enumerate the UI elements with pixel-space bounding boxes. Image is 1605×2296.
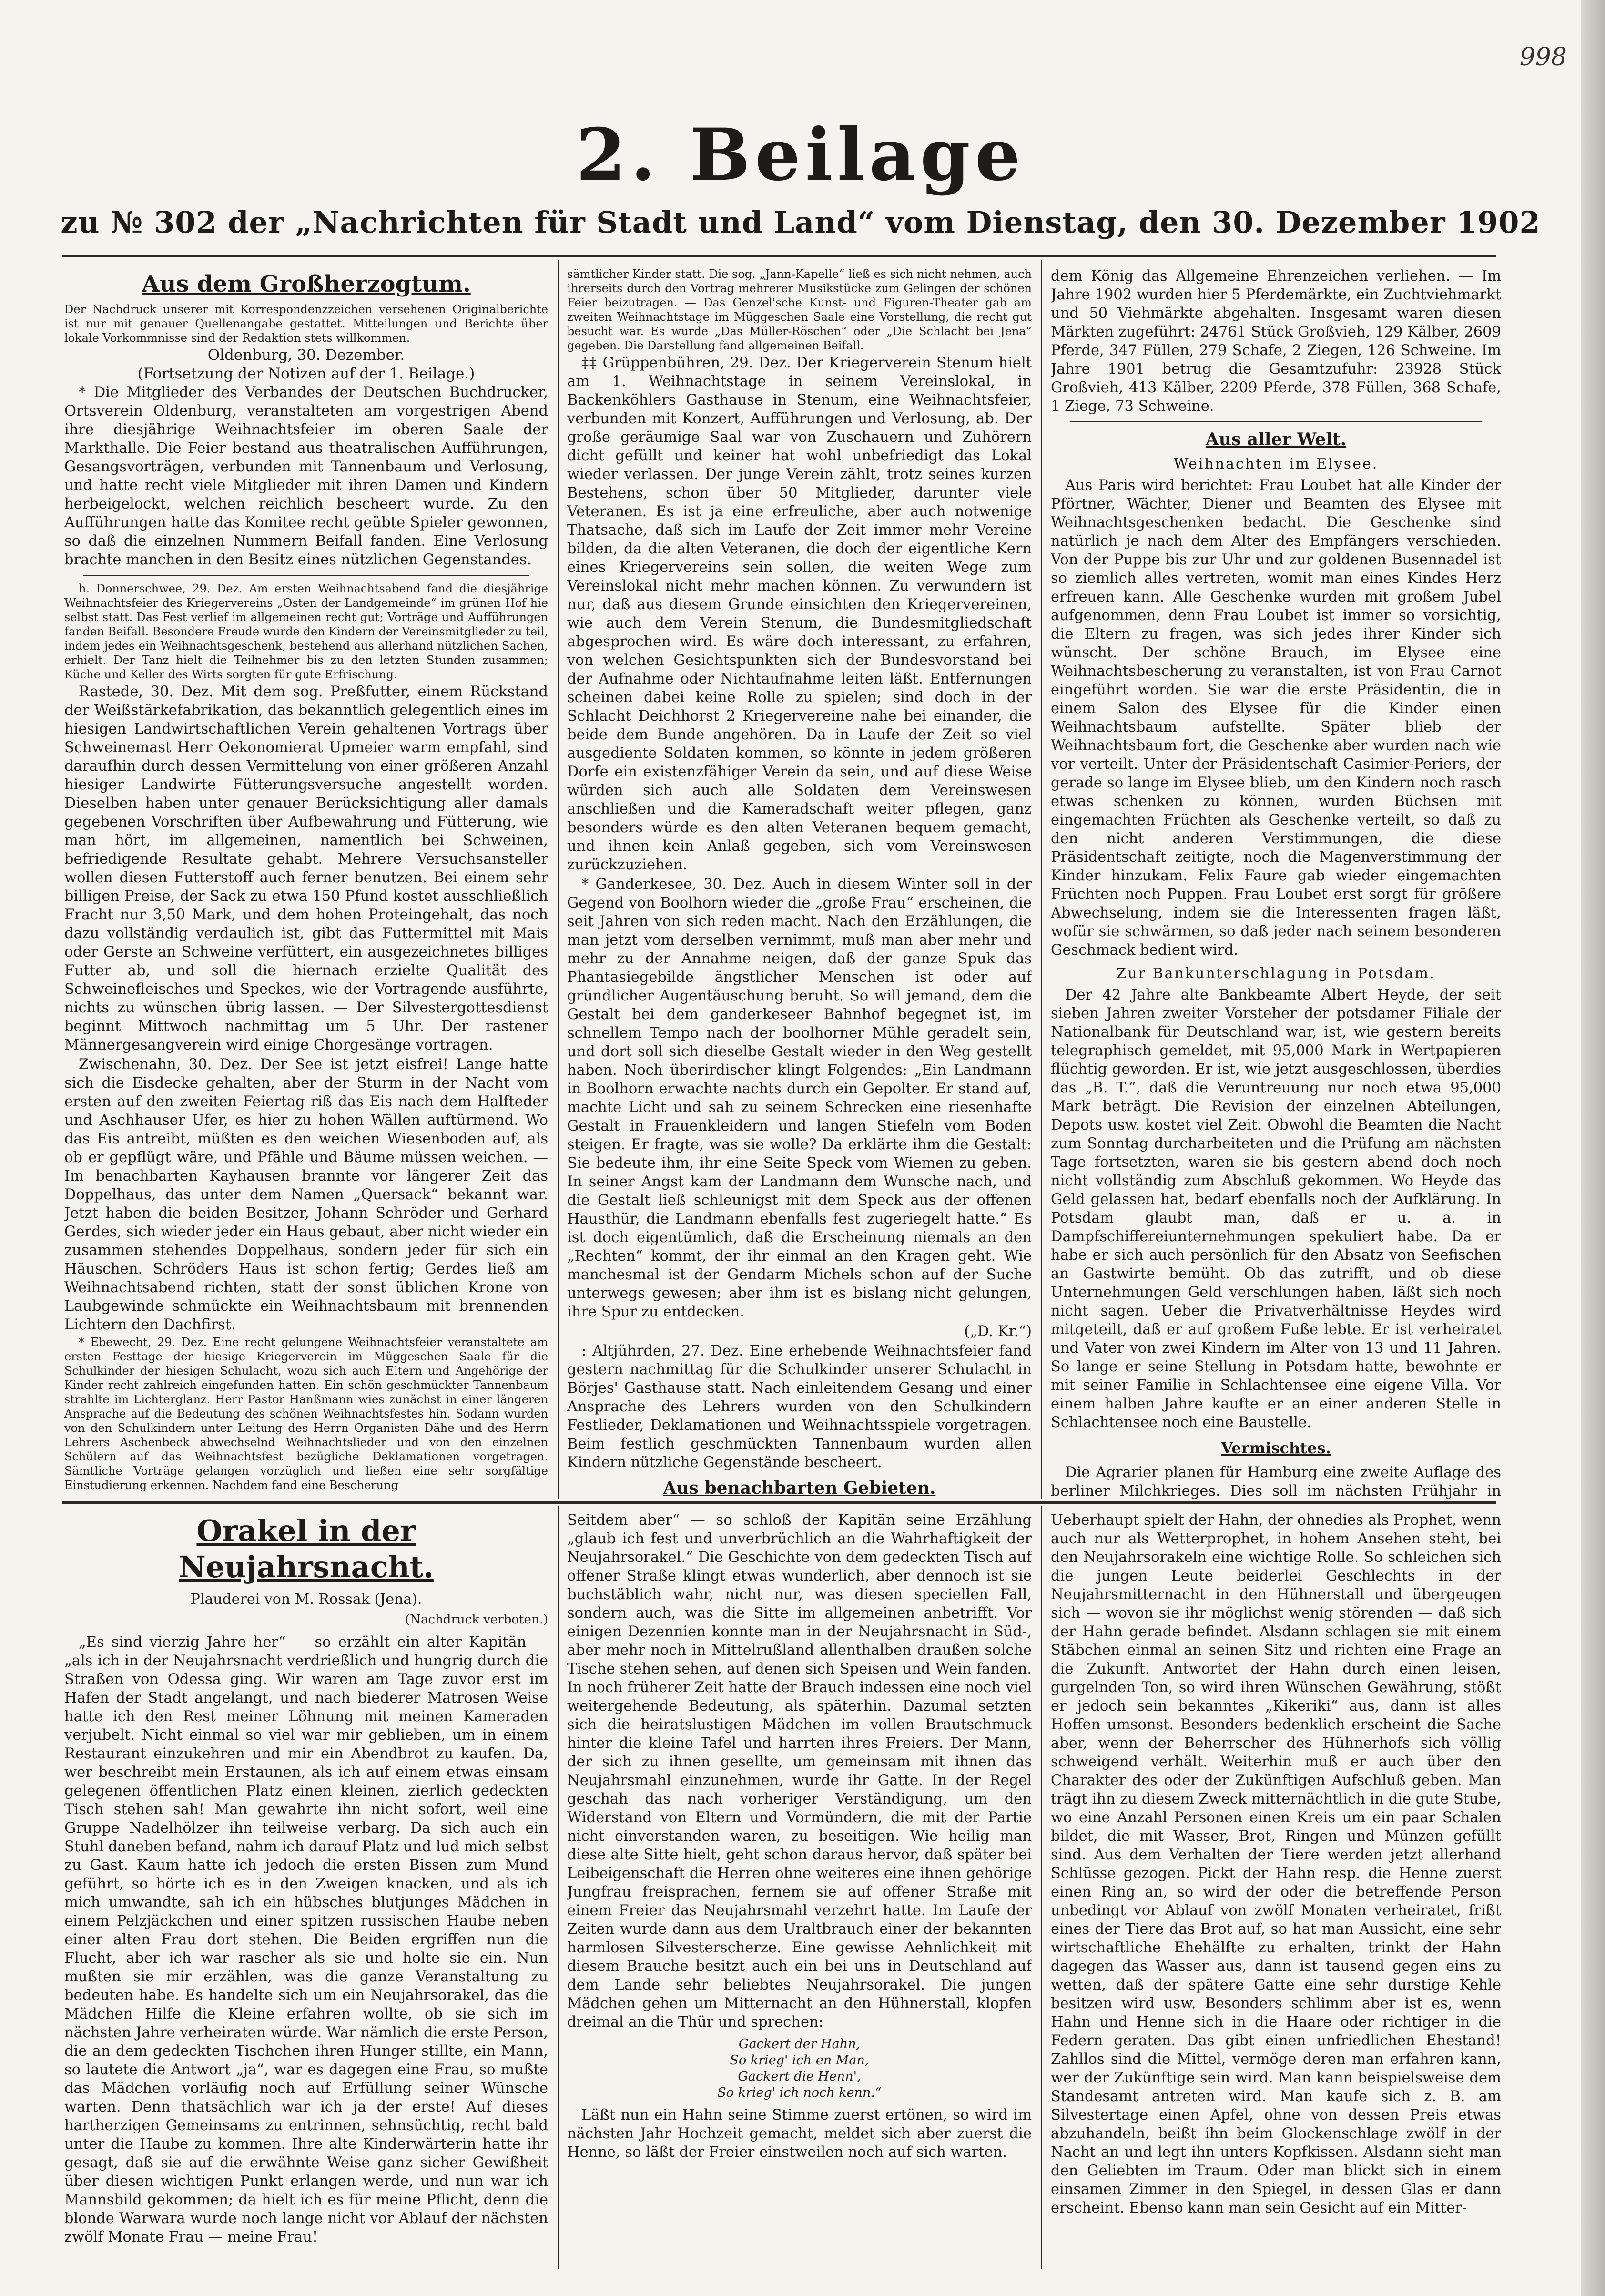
column-rule-3 — [558, 1506, 559, 2269]
reprint-notice: Der Nachdruck unserer mit Korrespondenzzeichen versehenen Originalberichte ist nur mit genauer Quellenangabe gestattet. Mitteilungen und Berichte über lokale Vorkommnisse sind der Redaktion stets willkommen. — [64, 303, 548, 345]
column-rule-1 — [558, 260, 559, 1499]
feuilleton-column-1 — [64, 1511, 548, 2264]
feuilleton-title: Orakel in der Neujahrsnacht. — [179, 1513, 434, 1584]
column-2 — [567, 267, 1032, 1499]
column-1 — [64, 267, 548, 1499]
article-paragraph: Rastede, 30. Dez. Mit dem sog. Preßfutter, einem Rückstand der Weißstärkefabrikation, das bekanntlich gelegentlich eines im hiesigen Landwirtschaftlichen Verein gehaltenen Vortrags über Schweinemast Herr Oekonomierat Upmeier warm empfahl, sind daraufhin durch dessen Vermittelung von einer größeren Anzahl hiesiger Landwirte Fütterungsversuche angestellt worden. Dieselben haben unter genauer Berücksichtigung aller damals gegebenen Vorschriften über Aufbewahrung und Fütterung, wie man hört, im allgemeinen, namentlich bei Schweinen, befriedigende Resultate gehabt. Mehrere Versuchsansteller wollen diesen Futterstoff auch ferner benutzen. Bei einem sehr billigen Preise, der Sack zu etwa 150 Pfund kostet ausschließlich Fracht nur 3,50 Mark, und dem hohen Proteingehalt, das noch dazu vollständig verdaulich ist, gibt das Futtermittel mit Mais oder Gerste an Schweine verfüttert, ein ausgezeichnetes billiges Futter ab, und soll die hiernach erzielte Qualität des Schweinefleisches und Speckes, wie der Vortragende ausführte, nichts zu wünschen übrig lassen. — Der Silvestergottesdienst beginnt Mittwoch nachmittag um 5 Uhr. Der rastener Männergesangverein wird einige Chorgesänge vortragen. — [64, 684, 548, 1053]
feuilleton-paragraph: Läßt nun ein Hahn seine Stimme zuerst ertönen, so wird im nächsten Jahr Hochzeit gemacht, meldet sich aber zuerst die Henne, so läßt der Freier einstweilen noch auf sich warten. — [567, 2107, 1032, 2161]
feuilleton-paragraph: Seitdem aber“ — so schloß der Kapitän seine Erzählung „glaub ich fest und unverbrüchlich an die Wahrhaftigkeit der Neujahrsorakel.“ Die Geschichte von dem gedeckten Tisch auf offener Straße klingt etwas wunderlich, aber dennoch ist sie buchstäblich wahr, nicht nur, was diesen speciellen Fall, sondern auch, was die Sitte im allgemeinen anbetrifft. Vor einigen Dezennien konnte man in der Neujahrsnacht in Süd-, aber mehr noch in Mittelrußland allenthalben draußen solche Tische stehen sehen, auf denen sich Speisen und Wein fanden. In noch früherer Zeit hatte der Brauch indessen eine noch viel weitergehende Bedeutung, als späterhin. Dazumal setzten sich die heiratslustigen Mädchen im vollen Brautschmuck hinter die kleine Tafel und harrten ihres Freiers. Der Mann, der sich zu ihnen gesellte, um gemeinsam mit ihnen das Neujahrsmahl einzunehmen, wurde ihr Gatte. In der Regel geschah das nach vorheriger Verständigung, um den Widerstand von Eltern und Vormündern, die mit der Partie nicht einverstanden waren, zu beseitigen. Wie heilig man diese alte Sitte hielt, geht schon daraus hervor, daß später bei Leibeigenschaft die Herren ohne weiteres eine ihnen gehörige Jungfrau freisprachen, fernem sie auf offener Straße mit einem Freier das Neujahrsmahl verzehrt hatte. Im Laufe der Zeiten wurde dann aus dem Uraltbrauch einer der bekannten harmlosen Silvesterscherze. Eine gewisse Aehnlichkeit mit diesem Brauche besitzt auch ein bei uns in Deutschland auf dem Lande sehr beliebtes Neujahrsorakel. Die jungen Mädchen gehen um Mitternacht an den Hühnerstall, klopfen dreimal an die Thür und sprechen: — [567, 1512, 1032, 2031]
column-rule-4 — [1041, 1506, 1042, 2269]
masthead-title: 2. Beilage — [576, 113, 1026, 197]
article-paragraph: Zwischenahn, 30. Dez. Der See ist jetzt eisfrei! Lange hatte sich die Eisdecke gehalten, aber der Sturm in der Nacht vom ersten auf den zweiten Feiertag riß das Eis nach dem Halfteder und Aschhauser Ufer, es hier zu hohen Wällen auftürmend. Wo das Eis antreibt, müßten es den weichen Wiesenboden auf, als ob er gepflügt wäre, und Pfähle und Bäume müssen weichen. — Im benachbarten Kayhausen brannte vor längerer Zeit das Doppelhaus, das unter dem Namen „Quersack“ bekannt war. Jetzt haben die beiden Besitzer, Johann Schröder und Gerhard Gerdes, sich wieder jeder ein Haus gebaut, aber nicht wieder ein zusammen stehendes Doppelhaus, sondern jeder für sich ein Häuschen. Schröders Haus ist schon fertig; Gerdes ließ am Weihnachtsabend richten, statt der sonst üblichen Krone von Laubgewinde schmückte ein Weihnachtsbaum mit brennenden Lichtern den Dachfirst. — [64, 1056, 548, 1333]
article-paragraph: * Ganderkesee, 30. Dez. Auch in diesem Winter soll in der Gegend von Boolhorn wieder die „große Frau“ erscheinen, die seit Jahren von sich reden macht. Nach den Erzählungen, die man jetzt vom derselben vernimmt, muß man aber mehr und mehr zu der Annahme neigen, daß der ganze Spuk das Phantasiegebilde ängstlicher Menschen ist oder auf gründlicher Augentäuschung beruht. So will jemand, dem die Gestalt bei dem ganderkeseer Bahnhof begegnet ist, im schnellem Tempo nach der boolhorner Mühle geradelt sein, und dort soll sich dieselbe Gestalt wieder in den Weg gestellt haben. Noch überirdischer klingt Folgendes: „Ein Landmann in Boolhorn erwachte nachts durch ein Gepolter. Er stand auf, machte Licht und sah zu seinem Schrecken eine riesenhafte Gestalt in Frauenkleidern und langen Stiefeln vom Boden steigen. Er fragte, was sie wolle? Da erklärte ihm die Gestalt: Sie bedeute ihm, ihr eine Seite Speck vom Wiemen zu geben. In seiner Angst kam der Landmann dem Wunsche nach, und die Gestalt ließ schleunigst mit dem Speck aus der offenen Hausthür, die Landmann ebenfalls fest zugeriegelt hatte.“ Es ist doch eigentümlich, daß die Erscheinung niemals an den „Rechten“ kommt, der ihr einmal an den Kragen geht. Wie manchesmal ist der Gendarm Michels schon auf der Suche unterwegs gewesen; aber ihm ist es bislang nicht gelungen, ihre Spur zu entdecken. — [567, 876, 1032, 1320]
article-paragraph: Die Agrarier planen für Hamburg eine zweite Auflage des berliner Milchkrieges. Dies soll im nächsten Frühjahr in — [1051, 1464, 1501, 1499]
section-title-welt: Aus aller Welt. — [1205, 429, 1347, 449]
verse: Gackert der Hahn, So krieg' ich en Man, Gackert die Henn', So krieg' ich noch kenn.“ — [717, 2037, 882, 2100]
masthead — [57, 114, 1544, 240]
feuilleton-byline: Plauderei von M. Rossak (Jena). — [190, 1591, 422, 1608]
column-rule-2 — [1041, 260, 1042, 1499]
article-paragraph: ‡‡ Grüppenbühren, 29. Dez. Der Kriegerverein Stenum hielt am 1. Weihnachtstage in seinem Vereinslokal, in Backenköhlers Gasthause in Stenum, eine Weihnachtsfeier, verbunden mit Konzert, Aufführungen und Verlosung, ab. Der große geräumige Saal war von Zuschauern und Zuhörern dicht gefüllt und keiner hat wohl unbefriedigt das Lokal wieder verlassen. Der junge Verein zählt, trotz seines kurzen Bestehens, schon über 50 Mitglieder, darunter viele Veteranen. Es ist ja eine erfreuliche, aber auch notwenige Thatsache, daß sich im Laufe der Zeit immer mehr Vereine bilden, da die alten Veteranen, die doch der eigentliche Kern eines Kriegervereins sein sollen, die weiten Wege zum Vereinslokal nicht mehr machen können. Zu verwundern ist nur, daß aus diesem Grunde einsichten den Kriegervereinen, wie auch dem Verein Stenum, die Bundesmitgliedschaft abgesprochen wird. Es wäre doch interessant, zu erfahren, von welchen Gesichtspunkten sich der Bundesvorstand bei der Aufnahme oder Nichtaufnahme leiten läßt. Entfernungen scheinen dabei keine Rolle zu spielen; sind doch in der Schlacht Deichhorst 2 Kriegervereine nahe bei einander, die beide dem Bunde angehören. Da in Laufe der Zeit so viel ausgediente Soldaten kommen, so könnte in jedem größeren Dorfe ein existenzfähiger Verein da sein, und auf diese Weise würden sich auch alle Soldaten dem Vereinswesen anschließen und die Kameradschaft weiter pflegen, ganz besonders würde es den alten Veteranen bequem gemacht, und ihnen kein Anlaß gegeben, sich vom Vereinswesen zurückzuziehen. — [567, 355, 1032, 873]
article-paragraph: dem König das Allgemeine Ehrenzeichen verliehen. — Im Jahre 1902 wurden hier 5 Pferdemärkte, ein Zuchtviehmarkt und 50 Viehmärkte abgehalten. Insgesamt waren diesen Märkten zugeführt: 24761 Stück Großvieh, 129 Kälber, 2609 Pferde, 347 Füllen, 279 Schafe, 2 Ziegen, 126 Schweine. Im Jahre 1901 betrug die Gesamtzufuhr: 23928 Stück Großvieh, 413 Kälber, 2209 Pferde, 378 Füllen, 368 Schafe, 1 Ziege, 73 Schweine. — [1051, 268, 1501, 415]
article-paragraph: Der 42 Jahre alte Bankbeamte Albert Heyde, der seit sieben Jahren zweiter Vorsteher der potsdamer Filiale der Nationalbank für Deutschland war, ist, wie gestern bereits telegraphisch gemeldet, mit 95,000 Mark in Wertpapieren flüchtig geworden. Er ist, wie jetzt ausgeschlossen, überdies das „B. T.“, daß die Veruntreuung nur noch etwa 95,000 Mark beträgt. Die Revision der einzelnen Abteilungen, Depots usw. kostet viel Zeit. Obwohl die Beamten die Nacht zum Sonntag durcharbeiteten und die Prüfung am nächsten Tage fortsetzten, waren sie bis gestern abend doch noch nicht vollständig zum Abschluß gekommen. Wo Heyde das Geld gelassen hat, bedarf ebenfalls noch der Aufklärung. In Potsdam glaubt man, daß er u. a. in Dampfschiffereiunternehmungen spekuliert habe. Da er habe er sich auch persönlich für den Absatz von Seefischen an Gastwirte bemüht. Ob das zutrifft, und ob diese Unternehmungen Geld verschlungen haben, läßt sich noch nicht sagen. Ueber die Privatverhältnisse Heydes wird mitgeteilt, daß er auf großem Fuße lebte. Er ist verheiratet und Vater von zwei Kindern im Alter von 13 und 11 Jahren. So lange er seine Stellung in Potsdam hatte, bewohnte er mit seiner Familie in Schlachtensee eine eigene Villa. Vor einem halben Jahre kaufte er an einer anderen Stelle in Schlachtensee noch eine Baustelle. — [1051, 987, 1501, 1431]
separator — [1070, 421, 1482, 422]
masthead-subtitle: zu № 302 der „Nachrichten für Stadt und Land“ vom Dienstag, den 30. Dezember 1902 — [61, 205, 1541, 240]
page-number: 998 — [1519, 43, 1567, 71]
top-rule — [62, 255, 1496, 257]
article-title-elysee: Weihnachten im Elysee. — [1173, 456, 1379, 472]
article-paragraph: : Altjührden, 27. Dez. Eine erhebende Weihnachtsfeier fand gestern nachmittag für die Schulkinder unserer Schulacht in Börjes' Gasthause statt. Nach einleitendem Gesang und einer Ansprache des Lehrers wurden von den Schulkindern Festlieder, Deklamationen und Weihnachtsspiele vorgetragen. Beim festlich geschmückten Tannenbaum wurden allen Kindern nützliche Gegenstände bescheert. — [567, 1343, 1032, 1471]
page-edge — [1581, 0, 1605, 2296]
feuilleton-paragraph: Ueberhaupt spielt der Hahn, der ohnedies als Prophet, wenn auch nur als Wetterprophet, in hohem Ansehen steht, bei den Neujahrsorakeln eine wichtige Rolle. So schleichen sich die jungen Leute beiderlei Geschlechts in der Neujahrsmitternacht in den Hühnerstall und übergeugen sich — wovon sie ihr möglichst wenig störenden — daß sich der Hahn gerade befindet. Alsdann schlagen sie mit einem Stäbchen einmal an seinen Sitz und richten eine Frage an die Zukunft. Antwortet der Hahn durch einen leisen, gurgelnden Ton, so wird ihren Wünschen Gewährung, stößt er jedoch sein bekanntes „Kikeriki“ aus, dann ist alles Hoffen umsonst. Besonders bedenklich erscheint die Sache aber, wenn der Beherrscher des Hühnerhofs sich völlig schweigend verhält. Weiterhin muß er auch über den Charakter des oder der Zukünftigen Aufschluß geben. Man trägt ihn zu diesem Zweck mitternächtlich in die gute Stube, wo eine Anzahl Personen einen Kreis um ein paar Schalen bildet, die mit Wasser, Brot, Ringen und Münzen gefüllt sind. Aus dem Verhalten der Tiere werden jetzt allerhand Schlüsse gezogen. Pickt der Hahn resp. die Henne zuerst einen Ring an, so wird der oder die betreffende Person unbedingt vor Ablauf von zwölf Monaten verheiratet, frißt eines der Tiere das Brot auf, so hat man Aussicht, eine sehr wirtschaftliche Ehehälfte zu erhalten, trinkt der Hahn dagegen das Wasser aus, dann ist tausend gegen eins zu wetten, daß der spätere Gatte eine sehr durstige Kehle besitzen wird usw. Besonders schlimm aber ist es, wenn Hahn und Henne sich in die Haare oder richtiger in die Federn geraten. Das gibt einen unfriedlichen Ehestand! Zahllos sind die Mittel, vermöge deren man erfahren kann, wer der Zukünftige sein wird. Man kann beispielsweise dem Standesamt antreten wird. Man kaufe sich z. B. am Silvestertage einen Apfel, ohne von dessen Preis etwas abzuhandeln, beißt ihn beim Glockenschlage zwölf in der Nacht an und legt ihn unters Kopfkissen. Alsdann sieht man den Geliebten im Traum. Oder man blickt sich in einem einsamen Zimmer in den Spiegel, in dessen Glas er dann erscheint. Ebenso kann man sein Gesicht auf ein Mitter- — [1051, 1512, 1501, 2216]
section-title-grossherzogtum: Aus dem Großherzogtum. — [142, 271, 471, 297]
source-note: („D. Kr.“) — [964, 1323, 1032, 1340]
dateline-note: (Fortsetzung der Notizen auf der 1. Beilage.) — [137, 365, 475, 382]
middle-rule — [62, 1501, 1496, 1504]
article-paragraph: h. Donnerschwee, 29. Dez. Am ersten Weihnachtsabend fand die diesjährige Weihnachtsfeier des Kriegervereins „Osten der Landgemeinde“ im grünen Hof hie selbst statt. Das Fest verlief im allgemeinen recht gut; Vorträge und Aufführungen fanden Beifall. Besondere Freude wurde den Kindern der Vereinsmitglieder zu teil, indem jedes ein Weihnachtsgeschenk, bestehend aus allerhand nützlichen Sachen, erhielt. Der Tanz hielt die Teilnehmer bis zu den letzten Stunden zusammen; Küche und Keller des Wirts sorgten für gute Erfrischung. — [64, 582, 548, 681]
feuilleton-paragraph: „Es sind vierzig Jahre her“ — so erzählt ein alter Kapitän — „als ich in der Neujahrsnacht verdrießlich und hungrig durch die Straßen von Odessa ging. Wir waren am Tage zuvor erst im Hafen der Stadt angelangt, und nach biederer Matrosen Weise hatte ich den Rest meiner Löhnung mit meinen Kameraden verjubelt. Nicht einmal so viel war mir geblieben, um in einem Restaurant einzukehren und mir ein Abendbrot zu kaufen. Da, wer beschreibt mein Erstaunen, als ich auf einem etwas einsam gelegenen öffentlichen Platz einen kleinen, zierlich gedeckten Tisch stehen sah! Man gewahrte ihn nicht sofort, weil eine Gruppe Nadelhölzer ihn teilweise verbarg. Da sich auch ein Stuhl daneben befand, nahm ich darauf Platz und lud mich selbst zu Gast. Kaum hatte ich jedoch die ersten Bissen zum Mund geführt, so hörte ich es in den Zweigen knacken, und als ich mich umwandte, sah ich ein hübsches blutjunges Mädchen in einem Pelzjäckchen und einer spitzen russischen Haube neben einer alten Frau dort stehen. Die Beiden ergriffen nun die Flucht, aber ich war rascher als sie und holte sie ein. Nun mußten sie mir erzählen, was die ganze Veranstaltung zu bedeuten habe. Es handelte sich um ein Neujahrsorakel, das die Mädchen Hilfe die Kleine erfahren wollte, ob sie sich im nächsten Jahre verheiraten würde. War nämlich die erste Person, die an dem gedeckten Tischchen ihren Hunger stillte, ein Mann, so lautete die Antwort „ja“, war es dagegen eine Frau, so mußte das Mädchen vorläufig noch auf Erfüllung seiner Wünsche warten. Denn thatsächlich war ich ja der erste! Auf dieses hartherzigen Gemeinsams zu entrinnen, sehnsüchtig, recht bald unter die Haube zu kommen. Ihre alte Kinderwärterin hatte ihr gesagt, daß sie auf die erwähnte Weise ganz sicher Gewißheit über diesen wichtigen Punkt erlangen werde, und nun war ich Mannsbild gekommen; da hielt ich es für meine Pflicht, denn die blonde Warwara wurde noch lange nicht vor Ablauf der nächsten zwölf Monate Frau — meine Frau! — [64, 1634, 548, 2245]
section-title-vermischtes: Vermischtes. — [1221, 1439, 1331, 1457]
feuilleton-column-3 — [1051, 1511, 1501, 2264]
article-title-potsdam: Zur Bankunterschlagung in Potsdam. — [1116, 965, 1436, 982]
article-paragraph: Aus Paris wird berichtet: Frau Loubet hat alle Kinder der Pförtner, Wächter, Diener und Beamten des Elysee mit Weihnachtsgeschenken bedacht. Die Geschenke sind natürlich je nach dem Alter des Empfängers verschieden. Von der Puppe bis zur Uhr und zur goldenen Busennadel ist so ziemlich alles vertreten, womit man eines Kindes Herz erfreuen kann. Alle Geschenke wurden mit großem Jubel aufgenommen, denn Frau Loubet ist immer so vorsichtig, die Eltern zu fragen, was sich jedes ihrer Kinder sich wünscht. Der schöne Brauch, im Elysee eine Weihnachtsbescherung zu veranstalten, ist von Frau Carnot eingeführt worden. Sie war die erste Präsidentin, die in einem Salon des Elysee für die Kinder einen Weihnachtsbaum aufstellte. Später blieb der Weihnachtsbaum fort, die Geschenke aber wurden nach wie vor verteilt. Unter der Präsidentschaft Casimier-Periers, der gerade so lange im Elysee blieb, um den Kindern noch rasch etwas schenken zu können, wurden Büchsen mit eingemachten Früchten als Geschenke verteilt, so daß zu den nicht anderen Verstimmungen, die diese Präsidentschaft zeitigte, noch die Magenverstimmung der Kinder hinzukam. Felix Faure gab wieder eingemachten Früchten noch Puppen. Frau Loubet erst sorgt für größere Abwechselung, indem sie die Interessenten fragen läßt, wofür sie schwärmen, so daß jeder nach seinem besonderen Geschmack bedient wird. — [1051, 477, 1501, 959]
article-paragraph: * Die Mitglieder des Verbandes der Deutschen Buchdrucker, Ortsverein Oldenburg, veranstalteten am vorgestrigen Abend ihre diesjährige Weihnachtsfeier im oberen Saale der Markthalle. Die Feier bestand aus theatralischen Aufführungen, Gesangsvorträgen, verbunden mit Tannenbaum und Verlosung, und hatte recht viele Mitglieder mit ihren Damen und Kindern herbeigelockt, welchen reichlich bescheert wurde. Zu den Aufführungen hatte das Komitee recht geübte Spieler gewonnen, so daß die einzelnen Nummern Beifall fanden. Eine Verlosung brachte manchen in den Besitz eines nützlichen Gegenstandes. — [64, 384, 548, 568]
feuilleton-column-2 — [567, 1511, 1032, 2264]
dateline: Oldenburg, 30. Dezember. — [207, 347, 405, 364]
article-paragraph: * Ebewecht, 29. Dez. Eine recht gelungene Weihnachtsfeier veranstaltete am ersten Festtage der hiesige Kriegerverein im Müggeschen Saale für die Schulkinder der hiesigen Schulacht, wozu sich auch Eltern und Angehörige der Kinder recht zahlreich eingefunden hatten. Ein schön geschmückter Tannenbaum strahlte im Lichterglanz. Herr Pastor Hanßmann wies zunächst in einer längeren Ansprache auf die Bedeutung des schönen Weihnachtsfestes hin. Sodann wurden von den Schulkindern unter Leitung des Herrn Organisten Dähe und des Herrn Lehrers Aschenbeck abwechselnd Weihnachtslieder und von den einzelnen Schülern auf das Weihnachtsfest bezügliche Deklamationen vorgetragen. Sämtliche Vorträge gelangen vorzüglich und ließen eine sehr sorgfältige Einstudierung erkennen. Nachdem fand eine Bescherung — [64, 1336, 548, 1492]
column-3 — [1051, 267, 1501, 1499]
separator — [83, 575, 529, 576]
article-paragraph: sämtlicher Kinder statt. Die sog. „Jann-Kapelle“ ließ es sich nicht nehmen, auch ihrerseits durch den Vortrag mehrerer Musikstücke zum Gelingen der schönen Feier beizutragen. — Das Genzel'sche Kunst- und Figuren-Theater gab am zweiten Weihnachtstage im Müggeschen Saale eine Vorstellung, die recht gut besucht war. Es wurde „Das Müller-Röschen“ oder „Die Schlacht bei Jena“ gegeben. Die Darstellung fand allgemeinen Beifall. — [567, 267, 1032, 352]
section-title-nachbarn: Aus benachbarten Gebieten. — [663, 1478, 936, 1498]
reprint-note: (Nachdruck verboten.) — [405, 1612, 548, 1627]
